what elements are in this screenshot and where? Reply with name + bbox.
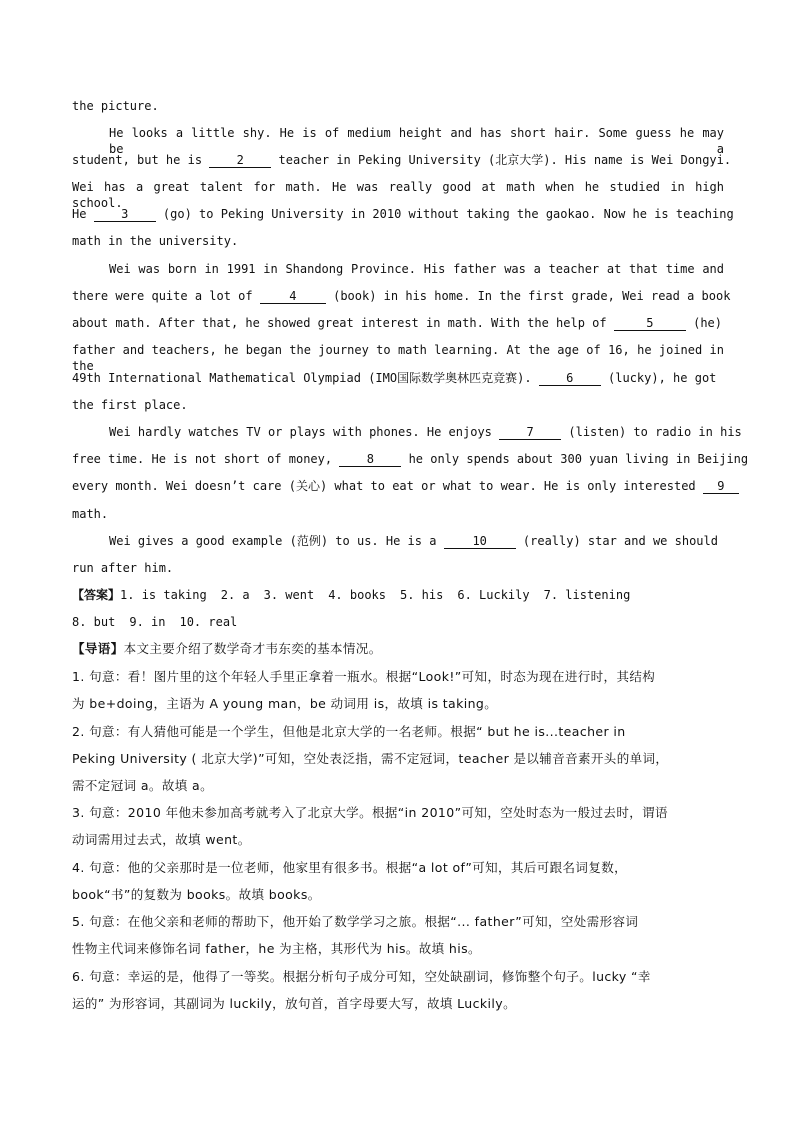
- passage-line: [72, 478, 724, 494]
- text-fragment: (he): [693, 316, 722, 330]
- answer-item: 4. books: [328, 588, 386, 602]
- passage-line: father and teachers, he began the journey to math learning. At the age of 16, he joined in the: [72, 343, 724, 373]
- text-fragment: (listen) to radio in his: [568, 425, 742, 439]
- passage-line: Wei was born in 1991 in Shandong Province. His father was a teacher at that time and: [109, 262, 724, 276]
- blank-4: 4: [260, 290, 326, 304]
- text-fragment: (go) to Peking University in 2010 without taking the gaokao. Now he is teaching: [162, 207, 734, 221]
- explanation-line: 为 be+doing，主语为 A young man，be 动词用 is，故填 is taking。: [72, 696, 498, 711]
- text-fragment: (book) in his home. In the first grade, Wei read a book: [333, 289, 731, 303]
- explanation-line: 5. 句意：在他父亲和老师的帮助下，他开始了数学学习之旅。根据“... father”可知，空处需形容词: [72, 914, 639, 929]
- passage-line: math in the university.: [72, 234, 239, 248]
- explanation-line: book“书”的复数为 books。故填 books。: [72, 887, 321, 902]
- answer-item: 8. but: [72, 615, 116, 629]
- answer-item: 5. his: [400, 588, 444, 602]
- passage-line: run after him.: [72, 561, 174, 575]
- text-fragment: (really) star and we should: [522, 534, 718, 548]
- explanation-line: 6. 句意：幸运的是，他得了一等奖。根据分析句子成分可知，空处缺副词，修饰整个句子。lucky “幸: [72, 969, 651, 984]
- text-fragment: about math. After that, he showed great interest in math. With the help of: [72, 316, 607, 330]
- explanation-line: 3. 句意：2010 年他未参加高考就考入了北京大学。根据“in 2010”可知，空处时态为一般过去时，谓语: [72, 805, 668, 820]
- passage-line: [72, 315, 724, 331]
- answer-item: 1. is taking: [120, 588, 207, 602]
- text-fragment: he only spends about 300 yuan living in Beijing: [408, 452, 749, 466]
- explanation-line: 动词需用过去式，故填 went。: [72, 832, 251, 847]
- blank-6: 6: [539, 372, 601, 386]
- passage-line: [72, 152, 732, 168]
- passage-line: Wei has a great talent for math. He was really good at math when he studied in high school.: [72, 180, 724, 210]
- explanation-line: 4. 句意：他的父亲那时是一位老师，他家里有很多书。根据“a lot of”可知，其后可跟名词复数，: [72, 860, 628, 875]
- guide-label: 【导语】: [72, 641, 124, 656]
- text-fragment: free time. He is not short of money,: [72, 452, 333, 466]
- passage-line: [72, 206, 734, 222]
- guide-line: [72, 641, 724, 657]
- passage-line: He looks a little shy. He is of medium height and has short hair. Some guess he may be a: [109, 126, 724, 156]
- answer-item: 6. Luckily: [457, 588, 530, 602]
- text-fragment: He: [72, 207, 87, 221]
- passage-line: [72, 288, 731, 304]
- explanation-line: 运的” 为形容词，其副词为 luckily，放句首，首字母要大写，故填 Luckily。: [72, 996, 516, 1011]
- passage-line: [109, 424, 742, 440]
- answer-item: 9. in: [129, 615, 166, 629]
- passage-line: the picture.: [72, 99, 159, 113]
- answer-item: 3. went: [263, 588, 315, 602]
- answer-item: 7. listening: [543, 588, 631, 602]
- blank-7: 7: [499, 426, 561, 440]
- text-fragment: (lucky), he got: [608, 371, 717, 385]
- text-fragment: every month. Wei doesn’t care (关心) what to eat or what to wear. He is only interested: [72, 479, 696, 493]
- explanation-line: 1. 句意：看！图片里的这个年轻人手里正拿着一瓶水。根据“Look!”可知，时态为现在进行时，其结构: [72, 669, 656, 684]
- explanation-line: 2. 句意：有人猜他可能是一个学生，但他是北京大学的一名老师。根据“ but he is...teacher in: [72, 724, 626, 739]
- blank-2: 2: [209, 154, 271, 168]
- blank-10: 10: [444, 535, 516, 549]
- answer-label: 【答案】: [72, 588, 121, 602]
- blank-5: 5: [614, 317, 686, 331]
- explanation-line: Peking University ( 北京大学)”可知，空处表泛指，需不定冠词，teacher 是以辅音音素开头的单词，: [72, 751, 669, 766]
- answer-row: [72, 614, 724, 630]
- answer-item: 2. a: [220, 588, 250, 602]
- passage-line: [109, 533, 724, 549]
- explanation-line: 性物主代词来修饰名词 father，he 为主格，其形代为 his。故填 his。: [72, 941, 481, 956]
- answer-item: 10. real: [179, 615, 238, 629]
- text-fragment: Wei hardly watches TV or plays with phones. He enjoys: [109, 425, 492, 439]
- explanation-line: 需不定冠词 a。故填 a。: [72, 778, 213, 793]
- blank-8: 8: [339, 453, 401, 467]
- guide-text: 本文主要介绍了数学奇才韦东奕的基本情况。: [123, 641, 382, 656]
- passage-line: the first place.: [72, 398, 188, 412]
- passage-line: math.: [72, 507, 109, 521]
- passage-line: [72, 451, 749, 467]
- text-fragment: Wei gives a good example (范例) to us. He is a: [109, 534, 437, 548]
- text-fragment: 49th International Mathematical Olympiad (IMO国际数学奥林匹克竞赛).: [72, 371, 532, 385]
- text-fragment: there were quite a lot of: [72, 289, 253, 303]
- text-fragment: student, but he is: [72, 153, 203, 167]
- passage-line: [72, 370, 724, 386]
- blank-9: 9: [703, 480, 739, 494]
- blank-3: 3: [94, 208, 156, 222]
- answer-row: [72, 587, 724, 603]
- text-fragment: teacher in Peking University (北京大学). His name is Wei Dongyi.: [278, 153, 732, 167]
